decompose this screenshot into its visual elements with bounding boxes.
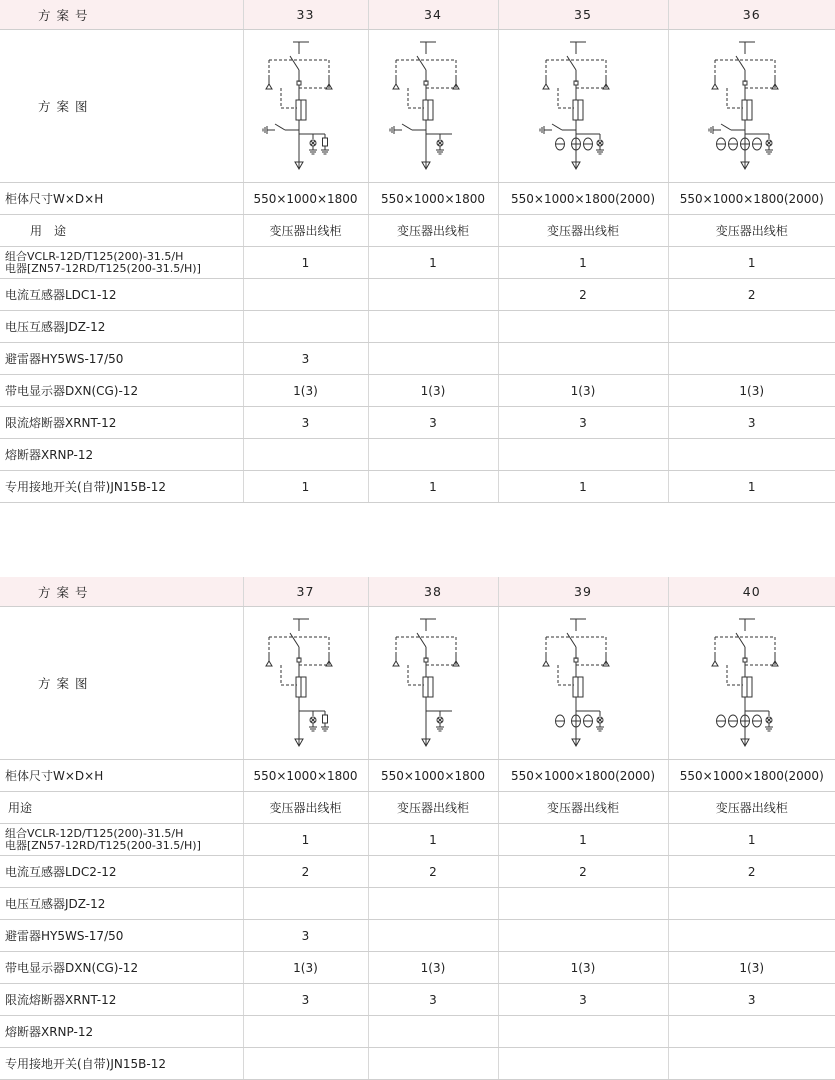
usage-value: 变压器出线柜 <box>368 215 498 247</box>
component-label: 电流互感器LDC2-12 <box>0 856 243 888</box>
component-quantity: 1 <box>668 471 835 503</box>
component-quantity <box>498 1016 668 1048</box>
component-quantity <box>368 920 498 952</box>
component-quantity: 1(3) <box>368 375 498 407</box>
component-row <box>0 1016 835 1048</box>
scheme-number: 37 <box>243 577 368 607</box>
component-label-line: 电器[ZN57-12RD/T125(200-31.5/H)] <box>5 261 201 275</box>
scheme-header-label: 方案号 <box>0 577 243 607</box>
diagram-label: 方案图 <box>0 607 243 760</box>
size-value: 550×1000×1800 <box>368 760 498 792</box>
component-quantity <box>668 888 835 920</box>
usage-value: 变压器出线柜 <box>243 215 368 247</box>
component-quantity <box>498 888 668 920</box>
diagram-cell <box>668 607 835 760</box>
component-row <box>0 856 835 888</box>
component-quantity <box>243 1048 368 1080</box>
component-label: 限流熔断器XRNT-12 <box>0 984 243 1016</box>
component-quantity <box>243 888 368 920</box>
component-quantity: 1 <box>243 824 368 856</box>
component-quantity: 1(3) <box>498 952 668 984</box>
component-label <box>0 824 243 856</box>
size-label: 柜体尺寸W×D×H <box>0 183 243 215</box>
component-row <box>0 343 835 375</box>
component-label: 熔断器XRNP-12 <box>0 1016 243 1048</box>
component-quantity <box>668 920 835 952</box>
scheme-header-row <box>0 0 835 30</box>
component-row <box>0 984 835 1016</box>
size-value: 550×1000×1800(2000) <box>498 183 668 215</box>
component-quantity: 1(3) <box>243 375 368 407</box>
scheme-number: 33 <box>243 0 368 30</box>
component-quantity: 1(3) <box>498 375 668 407</box>
scheme-table-1 <box>0 0 835 503</box>
component-label-line: 电器[ZN57-12RD/T125(200-31.5/H)] <box>5 838 201 852</box>
scheme-number: 34 <box>368 0 498 30</box>
diagram-cell <box>498 30 668 183</box>
scheme-table-2 <box>0 577 835 1080</box>
size-value: 550×1000×1800 <box>368 183 498 215</box>
component-quantity <box>368 1048 498 1080</box>
component-quantity <box>368 439 498 471</box>
component-quantity: 2 <box>668 856 835 888</box>
component-quantity: 1(3) <box>243 952 368 984</box>
component-quantity: 3 <box>368 407 498 439</box>
component-quantity: 3 <box>368 984 498 1016</box>
component-label: 电流互感器LDC1-12 <box>0 279 243 311</box>
component-row <box>0 247 835 279</box>
scheme-number: 36 <box>668 0 835 30</box>
diagram-cell <box>243 30 368 183</box>
scheme-header-label: 方案号 <box>0 0 243 30</box>
size-value: 550×1000×1800(2000) <box>498 760 668 792</box>
diagram-cell <box>243 607 368 760</box>
component-row <box>0 952 835 984</box>
component-row <box>0 407 835 439</box>
component-quantity: 3 <box>668 407 835 439</box>
component-quantity <box>243 279 368 311</box>
component-quantity: 1 <box>243 471 368 503</box>
component-row <box>0 1048 835 1080</box>
component-row <box>0 888 835 920</box>
size-value: 550×1000×1800(2000) <box>668 760 835 792</box>
usage-label: 用 途 <box>0 215 243 247</box>
component-quantity: 3 <box>243 984 368 1016</box>
circuit-diagram-icon <box>251 613 361 753</box>
size-value: 550×1000×1800 <box>243 183 368 215</box>
component-label: 限流熔断器XRNT-12 <box>0 407 243 439</box>
component-quantity: 1 <box>368 471 498 503</box>
component-label: 带电显示器DXN(CG)-12 <box>0 375 243 407</box>
usage-value: 变压器出线柜 <box>498 792 668 824</box>
component-quantity: 1 <box>368 824 498 856</box>
scheme-header-row <box>0 577 835 607</box>
diagram-row <box>0 30 835 183</box>
component-quantity <box>498 1048 668 1080</box>
size-value: 550×1000×1800 <box>243 760 368 792</box>
size-label: 柜体尺寸W×D×H <box>0 760 243 792</box>
diagram-cell <box>368 30 498 183</box>
component-quantity <box>368 311 498 343</box>
circuit-diagram-icon <box>528 36 638 176</box>
component-quantity: 3 <box>498 407 668 439</box>
component-quantity <box>368 1016 498 1048</box>
circuit-diagram-icon <box>378 36 488 176</box>
component-label: 带电显示器DXN(CG)-12 <box>0 952 243 984</box>
component-quantity: 1(3) <box>668 952 835 984</box>
component-quantity: 1 <box>668 824 835 856</box>
component-quantity <box>243 311 368 343</box>
component-label: 避雷器HY5WS-17/50 <box>0 920 243 952</box>
component-quantity: 1 <box>498 471 668 503</box>
component-quantity: 2 <box>498 856 668 888</box>
component-quantity: 2 <box>668 279 835 311</box>
component-label: 熔断器XRNP-12 <box>0 439 243 471</box>
component-quantity: 2 <box>498 279 668 311</box>
component-quantity <box>498 920 668 952</box>
scheme-number: 39 <box>498 577 668 607</box>
component-quantity: 2 <box>243 856 368 888</box>
component-quantity <box>368 888 498 920</box>
component-quantity <box>668 1048 835 1080</box>
circuit-diagram-icon <box>528 613 638 753</box>
diagram-row <box>0 607 835 760</box>
component-quantity: 1 <box>498 247 668 279</box>
scheme-number: 38 <box>368 577 498 607</box>
component-row <box>0 920 835 952</box>
usage-row <box>0 215 835 247</box>
component-label-line: 组合VCLR-12D/T125(200)-31.5/H <box>5 249 184 263</box>
component-quantity: 1 <box>668 247 835 279</box>
usage-label: 用途 <box>0 792 243 824</box>
component-row <box>0 311 835 343</box>
component-quantity: 2 <box>368 856 498 888</box>
circuit-diagram-icon <box>378 613 488 753</box>
component-label-line: 组合VCLR-12D/T125(200)-31.5/H <box>5 826 184 840</box>
component-quantity <box>498 343 668 375</box>
usage-value: 变压器出线柜 <box>368 792 498 824</box>
component-quantity: 1(3) <box>368 952 498 984</box>
size-row <box>0 183 835 215</box>
component-row <box>0 375 835 407</box>
component-label: 避雷器HY5WS-17/50 <box>0 343 243 375</box>
component-label: 专用接地开关(自带)JN15B-12 <box>0 471 243 503</box>
circuit-diagram-icon <box>251 36 361 176</box>
component-row <box>0 439 835 471</box>
component-row <box>0 824 835 856</box>
scheme-number: 35 <box>498 0 668 30</box>
component-label: 电压互感器JDZ-12 <box>0 311 243 343</box>
component-quantity: 3 <box>668 984 835 1016</box>
diagram-cell <box>668 30 835 183</box>
component-label: 电压互感器JDZ-12 <box>0 888 243 920</box>
component-quantity <box>498 439 668 471</box>
component-quantity: 1 <box>498 824 668 856</box>
component-row <box>0 279 835 311</box>
component-label: 专用接地开关(自带)JN15B-12 <box>0 1048 243 1080</box>
component-quantity <box>668 439 835 471</box>
circuit-diagram-icon <box>697 613 807 753</box>
component-quantity: 3 <box>243 920 368 952</box>
component-quantity <box>668 1016 835 1048</box>
component-quantity: 3 <box>498 984 668 1016</box>
component-quantity: 1 <box>243 247 368 279</box>
component-quantity <box>243 439 368 471</box>
usage-value: 变压器出线柜 <box>668 792 835 824</box>
usage-row <box>0 792 835 824</box>
scheme-number: 40 <box>668 577 835 607</box>
component-quantity: 1(3) <box>668 375 835 407</box>
component-quantity <box>368 279 498 311</box>
circuit-diagram-icon <box>697 36 807 176</box>
diagram-cell <box>368 607 498 760</box>
component-quantity <box>668 311 835 343</box>
component-quantity <box>368 343 498 375</box>
component-quantity: 3 <box>243 343 368 375</box>
component-quantity: 3 <box>243 407 368 439</box>
component-quantity <box>668 343 835 375</box>
usage-value: 变压器出线柜 <box>668 215 835 247</box>
component-label <box>0 247 243 279</box>
usage-value: 变压器出线柜 <box>243 792 368 824</box>
component-row <box>0 471 835 503</box>
component-quantity <box>498 311 668 343</box>
size-row <box>0 760 835 792</box>
usage-value: 变压器出线柜 <box>498 215 668 247</box>
diagram-cell <box>498 607 668 760</box>
component-quantity: 1 <box>368 247 498 279</box>
size-value: 550×1000×1800(2000) <box>668 183 835 215</box>
component-quantity <box>243 1016 368 1048</box>
diagram-label: 方案图 <box>0 30 243 183</box>
